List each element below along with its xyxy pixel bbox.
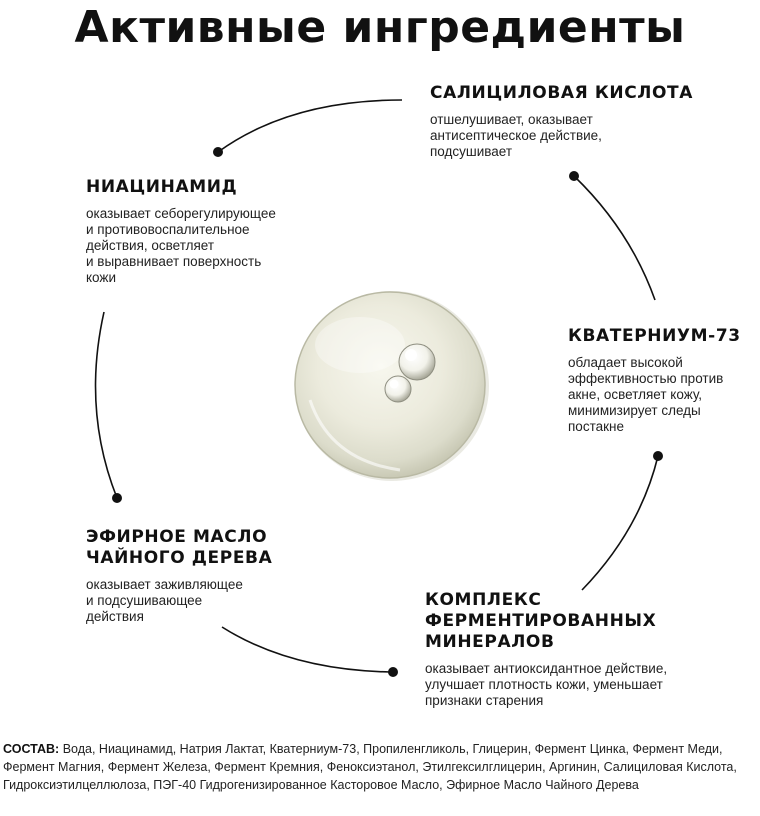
composition-text: Вода, Ниацинамид, Натрия Лактат, Кватерниум-73, Пропиленгликоль, Глицерин, Фермент Цинка, Фермент Меди, Фермент Магния, Фермент Железа, Фермент Кремния, Феноксиэтанол, Этилгексилглицерин, Аргинин, Салициловая Кислота, Гидроксиэтилцеллюлоза, ПЭГ-40 Гидрогенизированное Касторовое Масло, Эфирное Масло Чайного Дерева [3, 742, 737, 792]
ingredient-minerals [425, 590, 755, 709]
arc-dot-minerals [653, 451, 663, 461]
arc-dot-tea-tree [388, 667, 398, 677]
arc-quaternium [574, 176, 655, 300]
arc-dot-quaternium [569, 171, 579, 181]
ingredient-tea-tree-name: ЭФИРНОЕ МАСЛО ЧАЙНОГО ДЕРЕВА [86, 527, 273, 568]
ingredient-tea-tree-description: оказывает заживляющее и подсушивающее действия [86, 577, 243, 624]
arc-salicylic [218, 100, 402, 152]
ingredient-tea-tree [86, 527, 346, 625]
ingredient-salicylic [430, 83, 750, 160]
page-title: Активные ингредиенты [74, 2, 686, 53]
ingredient-niacinamide [86, 177, 346, 286]
ingredient-salicylic-description: отшелушивает, оказывает антисептическое действие, подсушивает [430, 112, 602, 159]
arc-niacinamide [96, 312, 117, 498]
ingredient-quaternium-name: КВАТЕРНИУМ-73 [568, 326, 741, 346]
arc-minerals [582, 456, 658, 590]
arc-tea-tree [222, 627, 390, 672]
ingredient-quaternium [568, 326, 758, 435]
ingredient-niacinamide-description: оказывает себорегулирующее и противовоспалительное действия, осветляет и выравнивает поверхность кожи [86, 206, 276, 285]
ingredient-minerals-name: КОМПЛЕКС ФЕРМЕНТИРОВАННЫХ МИНЕРАЛОВ [425, 590, 657, 652]
composition-list [3, 740, 757, 794]
ingredient-niacinamide-name: НИАЦИНАМИД [86, 177, 238, 197]
ingredient-salicylic-name: САЛИЦИЛОВАЯ КИСЛОТА [430, 83, 693, 103]
composition-label: СОСТАВ: [3, 742, 60, 756]
gel-droplet-illustration [295, 291, 489, 481]
arc-dot-salicylic [213, 147, 223, 157]
arc-dot-niacinamide [112, 493, 122, 503]
ingredient-minerals-description: оказывает антиоксидантное действие, улучшает плотность кожи, уменьшает признаки старения [425, 661, 668, 708]
ingredient-quaternium-description: обладает высокой эффективностью против акне, осветляет кожу, минимизирует следы постакне [568, 355, 724, 434]
